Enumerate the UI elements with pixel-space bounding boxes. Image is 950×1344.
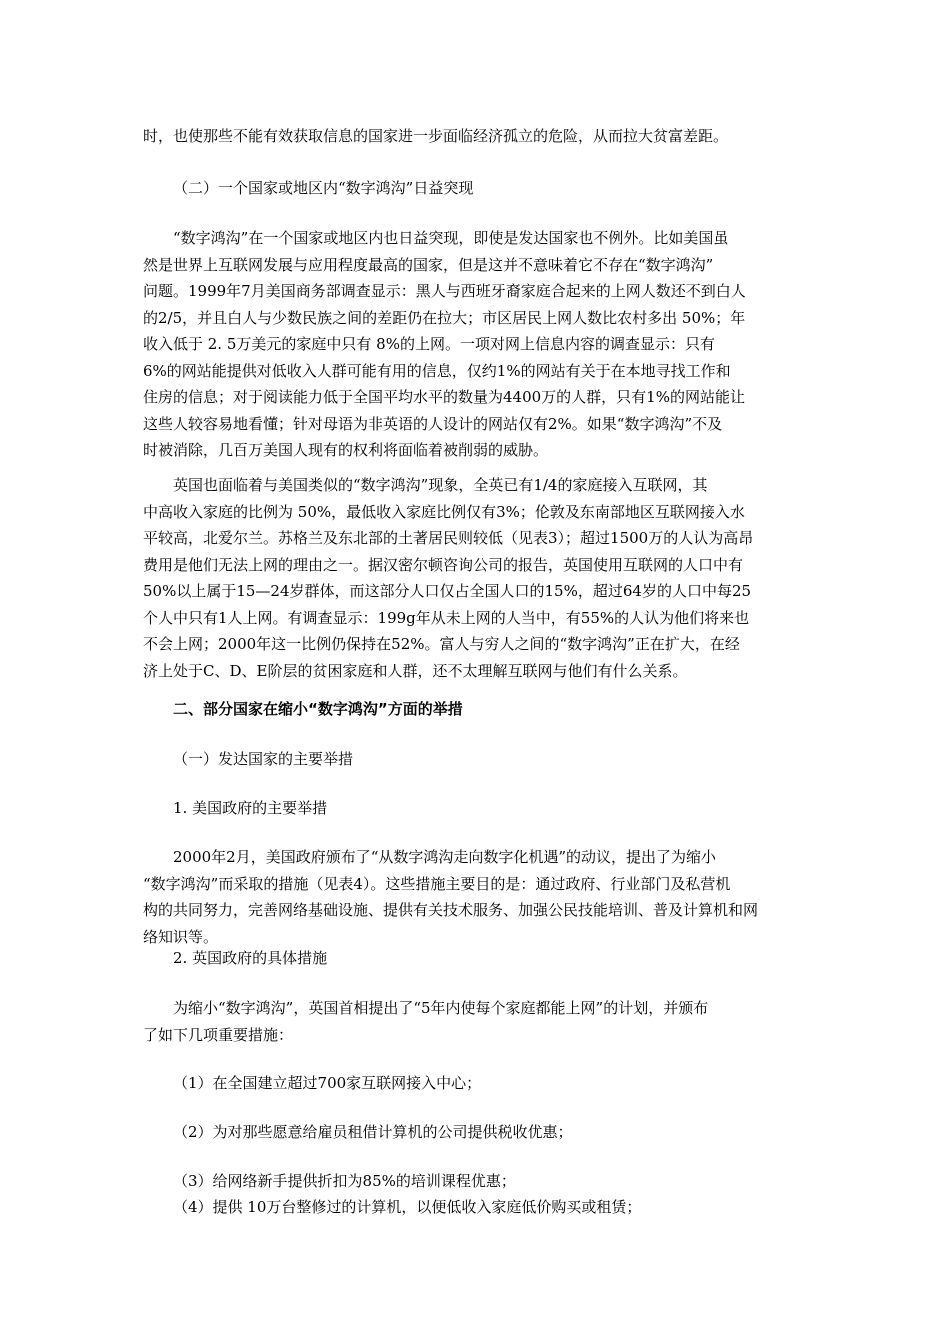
measure-text: （1）在全国建立超过700家互联网接入中心； (173, 1074, 482, 1092)
subheading-developed-countries (143, 746, 811, 773)
opening-line (143, 123, 811, 150)
measure-text: （4）提供 10万台整修过的计算机，以便低收入家庭低价购买或租赁； (173, 1198, 642, 1216)
text-line: 平较高，北爱尔兰。苏格兰及东北部的土著居民则较低（见表3）；超过1500万的人认为高昂 (143, 529, 754, 547)
text-line: 不会上网；2000年这一比例仍保持在52%。富人与穷人之间的“数字鸿沟”正在扩大，在经 (143, 635, 740, 653)
text-line: 中高收入家庭的比例为 50%，最低收入家庭比例仅有3%；伦敦及东南部地区互联网接入水 (143, 502, 745, 521)
text-line: 个人中只有1人上网。有调查显示：199g年从未上网的人当中，有55%的人认为他们将来也 (143, 608, 750, 627)
measure-item-1 (143, 1070, 811, 1097)
text-line: 6%的网站能提供对低收入人群可能有用的信息，仅约1%的网站有关于在本地寻找工作和 (143, 361, 731, 380)
text-line: 时，也使那些不能有效获取信息的国家进一步面临经济孤立的危险，从而拉大贫富差距。 (143, 127, 729, 145)
item-heading-text: 1. 美国政府的主要举措 (173, 799, 328, 817)
text-line: 的2/5，并且白人与少数民族之间的差距仍在拉大；市区居民上网人数比农村多出 50%；年 (143, 308, 746, 327)
measure-text: （2）为对那些愿意给雇员租借计算机的公司提供税收优惠； (173, 1123, 573, 1141)
measure-item-4 (143, 1194, 811, 1221)
text-line: “数字鸿沟”而采取的措施（见表4）。这些措施主要目的是：通过政府、行业部门及私营机 (143, 874, 731, 893)
item-uk-government (143, 945, 811, 972)
subheading-domestic-divide (143, 175, 811, 202)
text-line: 住房的信息；对于阅读能力低于全国平均水平的数量为4400万的人群，只有1%的网站能让 (143, 388, 745, 406)
paragraph-us-government (143, 844, 811, 950)
text-line: 英国也面临着与美国类似的“数字鸿沟”现象，全英已有1/4的家庭接入互联网，其 (173, 476, 708, 494)
item-us-government (143, 795, 811, 822)
paragraph-us-divide (143, 225, 811, 464)
measure-item-2 (143, 1119, 811, 1146)
text-line: 2000年2月，美国政府颁布了“从数字鸿沟走向数字化机遇”的动议，提出了为缩小 (173, 848, 717, 866)
text-line: 构的共同努力，完善网络基础设施、提供有关技术服务、加强公民技能培训、普及计算机和网 (143, 901, 759, 919)
paragraph-uk-government (143, 995, 811, 1048)
text-line: 收入低于 2. 5万美元的家庭中只有 8%的上网。一项对网上信息内容的调查显示：只有 (143, 335, 715, 353)
text-line: 问题。1999年7月美国商务部调查显示：黑人与西班牙裔家庭合起来的上网人数还不到白人 (143, 282, 746, 300)
section-heading (143, 696, 811, 723)
text-line: 时被消除，几百万美国人现有的权利将面临着被削弱的威胁。 (143, 441, 549, 459)
subheading-text: （一）发达国家的主要举措 (173, 750, 354, 768)
text-line: 这些人较容易地看懂；针对母语为非英语的人设计的网站仅有2%。如果“数字鸿沟”不及 (143, 414, 723, 433)
text-line: 了如下几项重要措施： (143, 1025, 294, 1044)
paragraph-uk-divide (143, 472, 811, 684)
text-line: 为缩小“数字鸿沟”，英国首相提出了“5年内使每个家庭都能上网”的计划，并颁布 (173, 999, 709, 1017)
text-line: 费用是他们无法上网的理由之一。据汉密尔顿咨询公司的报告，英国使用互联网的人口中有 (143, 555, 744, 574)
text-line: 济上处于C、D、E阶层的贫困家庭和人群，还不太理解互联网与他们有什么关系。 (143, 661, 688, 680)
text-line: 络知识等。 (143, 927, 219, 946)
text-line: “数字鸿沟”在一个国家或地区内也日益突现，即使是发达国家也不例外。比如美国虽 (173, 229, 729, 247)
section-heading-text: 二、部分国家在缩小“数字鸿沟”方面的举措 (173, 700, 463, 718)
subheading-text: （二）一个国家或地区内“数字鸿沟”日益突现 (173, 179, 474, 197)
measure-text: （3）给网络新手提供折扣为85%的培训课程优惠； (173, 1172, 516, 1190)
text-line: 50%以上属于15—24岁群体，而这部分人口仅占全国人口的15%，超过64岁的人口中每25 (143, 582, 752, 600)
text-line: 然是世界上互联网发展与应用程度最高的国家，但是这并不意味着它不存在“数字鸿沟” (143, 255, 714, 274)
measure-item-3 (143, 1168, 811, 1195)
item-heading-text: 2. 英国政府的具体措施 (173, 949, 328, 967)
